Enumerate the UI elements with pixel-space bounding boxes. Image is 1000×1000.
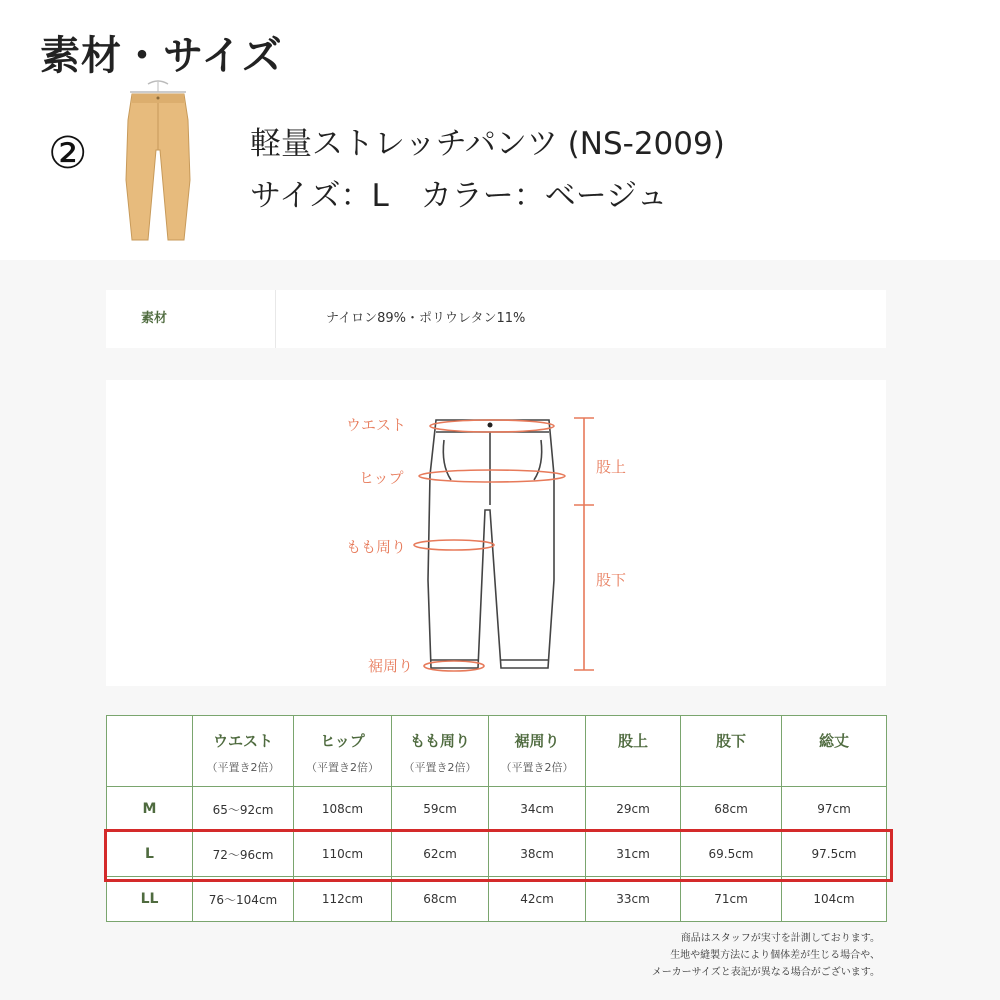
item-number: ② bbox=[48, 128, 88, 179]
material-row bbox=[106, 290, 886, 348]
label-hip: ヒップ bbox=[359, 469, 404, 487]
table-cell: 69.5cm bbox=[681, 832, 782, 877]
product-photo bbox=[118, 80, 198, 245]
table-cell: 68cm bbox=[681, 787, 782, 832]
label-hem: 裾周り bbox=[368, 657, 414, 675]
table-cell: 33cm bbox=[586, 877, 681, 922]
page-title: 素材・サイズ bbox=[40, 33, 283, 79]
table-row-highlighted bbox=[107, 832, 887, 877]
product-name: 軽量ストレッチパンツ (NS-2009) bbox=[250, 126, 725, 162]
table-row bbox=[107, 787, 887, 832]
header-cell: 総丈 bbox=[782, 716, 887, 787]
header-cell bbox=[107, 716, 193, 787]
footnote: 商品はスタッフが実寸を計測しております。 bbox=[680, 933, 880, 944]
table-cell: 65〜92cm bbox=[193, 787, 294, 832]
label-thigh: もも周り bbox=[346, 538, 407, 556]
table-cell: 42cm bbox=[489, 877, 586, 922]
color-text: カラー：ベージュ bbox=[420, 178, 668, 214]
size-text: サイズ：L bbox=[250, 178, 389, 214]
header-cell: もも周り （平置き2倍） bbox=[392, 716, 489, 787]
product-spec bbox=[250, 170, 668, 215]
table-cell: 34cm bbox=[489, 787, 586, 832]
table-cell: 62cm bbox=[392, 832, 489, 877]
table-cell: 97.5cm bbox=[782, 832, 887, 877]
header-cell: ウエスト （平置き2倍） bbox=[193, 716, 294, 787]
table-cell: 72〜96cm bbox=[193, 832, 294, 877]
material-label: 素材 bbox=[106, 290, 276, 348]
table-cell: 110cm bbox=[294, 832, 392, 877]
footnote: メーカーサイズと表記が異なる場合がございます。 bbox=[651, 967, 880, 978]
table-cell: 71cm bbox=[681, 877, 782, 922]
table-cell: 76〜104cm bbox=[193, 877, 294, 922]
table-cell: 31cm bbox=[586, 832, 681, 877]
label-rise: 股上 bbox=[596, 458, 627, 476]
header-cell: 股上 bbox=[586, 716, 681, 787]
table-cell: 112cm bbox=[294, 877, 392, 922]
size-table bbox=[106, 715, 887, 922]
material-value: ナイロン89%・ポリウレタン11% bbox=[326, 311, 526, 326]
size-label: L bbox=[107, 832, 193, 877]
measurement-diagram bbox=[106, 380, 886, 686]
header-cell: 裾周り （平置き2倍） bbox=[489, 716, 586, 787]
pants-diagram bbox=[106, 380, 886, 686]
table-cell: 38cm bbox=[489, 832, 586, 877]
table-cell: 97cm bbox=[782, 787, 887, 832]
table-cell: 59cm bbox=[392, 787, 489, 832]
footnote: 生地や縫製方法により個体差が生じる場合や、 bbox=[670, 950, 880, 961]
size-label: M bbox=[107, 787, 193, 832]
label-inseam: 股下 bbox=[596, 571, 627, 589]
header-cell: ヒップ （平置き2倍） bbox=[294, 716, 392, 787]
table-cell: 68cm bbox=[392, 877, 489, 922]
header-cell: 股下 bbox=[681, 716, 782, 787]
table-cell: 29cm bbox=[586, 787, 681, 832]
table-header-row bbox=[107, 716, 887, 787]
size-label: LL bbox=[107, 877, 193, 922]
label-waist: ウエスト bbox=[346, 416, 407, 434]
table-cell: 108cm bbox=[294, 787, 392, 832]
table-cell: 104cm bbox=[782, 877, 887, 922]
table-row bbox=[107, 877, 887, 922]
